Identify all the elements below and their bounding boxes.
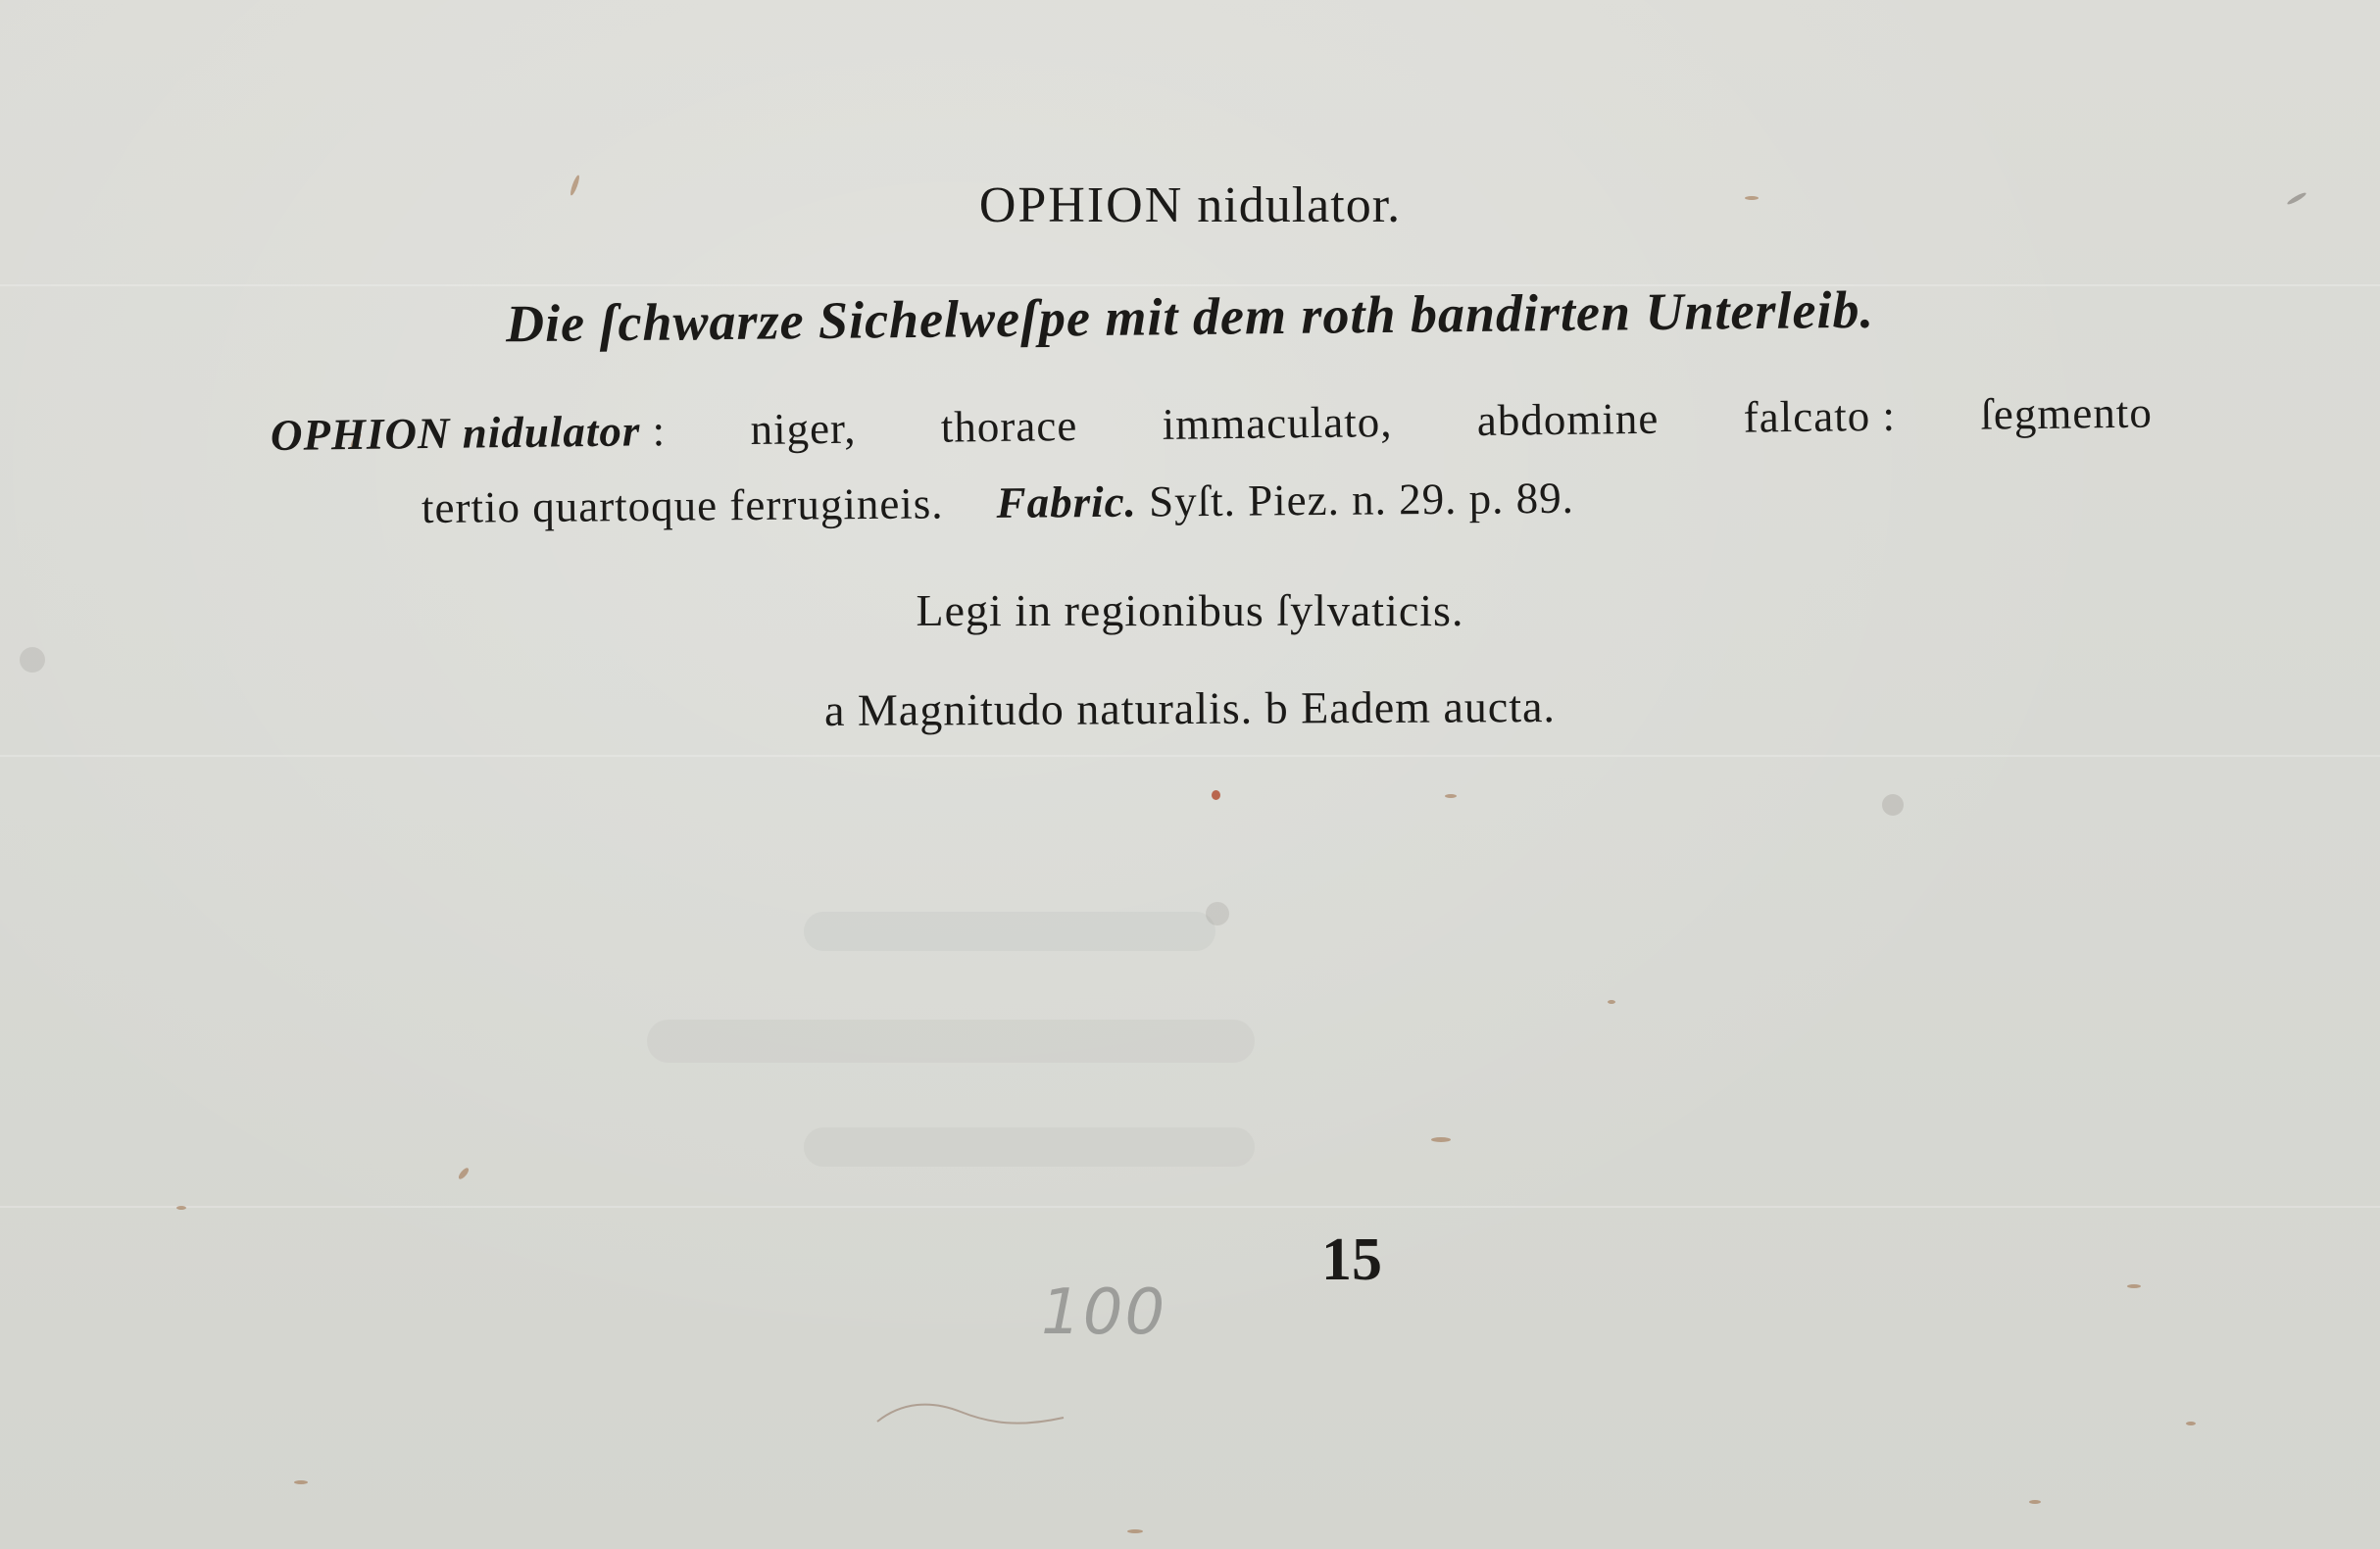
reference-citation: Syſt. Piez. n. 29. p. 89.: [1148, 473, 1575, 526]
pencil-annotation: 100: [1041, 1276, 1167, 1349]
figure-legend: a Magnitudo naturalis. b Eadem aucta.: [823, 681, 1557, 735]
locality-note: Legi in regionibus ſylvaticis.: [916, 585, 1464, 635]
description-word-group: [1743, 390, 1896, 443]
paper-speck: [176, 1206, 186, 1210]
paper-speck: [1882, 794, 1904, 816]
bleed-through-mark: [804, 912, 1215, 951]
paper-speck: [1431, 1137, 1451, 1142]
genus-name: OPHION: [978, 177, 1184, 233]
description-word: abdomine: [1476, 393, 1660, 445]
description-word: niger,: [750, 403, 857, 455]
paper-speck: [20, 647, 45, 673]
paper-speck: [1212, 790, 1220, 800]
description-species-name: OPHION nidulator: [270, 406, 641, 460]
paper-speck: [1127, 1529, 1143, 1533]
paper-speck: [2186, 1422, 2196, 1425]
description-line-2: [421, 473, 1574, 533]
description-colon: :: [652, 406, 667, 456]
page-number: 15: [1321, 1226, 1382, 1293]
species-title: [0, 176, 2380, 234]
german-subtitle: Die ſchwarze Sichelweſpe mit dem roth bandirten Unterleib.: [505, 279, 1875, 354]
reference-author: Fabric.: [996, 476, 1138, 527]
paper-fiber: [872, 1392, 1068, 1431]
paper-speck: [2127, 1284, 2141, 1288]
description-word: ſegmento: [1980, 387, 2154, 439]
description-word: thorace: [940, 400, 1078, 452]
paper-line: [0, 755, 2380, 757]
description-name-group: [271, 405, 667, 461]
paper-speck: [1445, 794, 1457, 798]
description-word: falcato: [1743, 391, 1871, 442]
species-name: nidulator.: [1197, 177, 1402, 233]
paper-speck: [294, 1480, 308, 1484]
paper-line: [0, 1206, 2380, 1208]
description-word: immaculato,: [1162, 397, 1393, 449]
description-word: :: [1882, 390, 1897, 440]
paper-speck: [1608, 1000, 1615, 1004]
bleed-through-mark: [804, 1127, 1255, 1167]
description-continuation: tertio quartoque ferrugineis.: [421, 478, 944, 532]
paper-speck: [1206, 902, 1229, 925]
description-line-1: [271, 387, 2153, 461]
paper-speck: [2029, 1500, 2041, 1504]
paper-speck: [457, 1167, 471, 1181]
bleed-through-mark: [647, 1020, 1255, 1063]
